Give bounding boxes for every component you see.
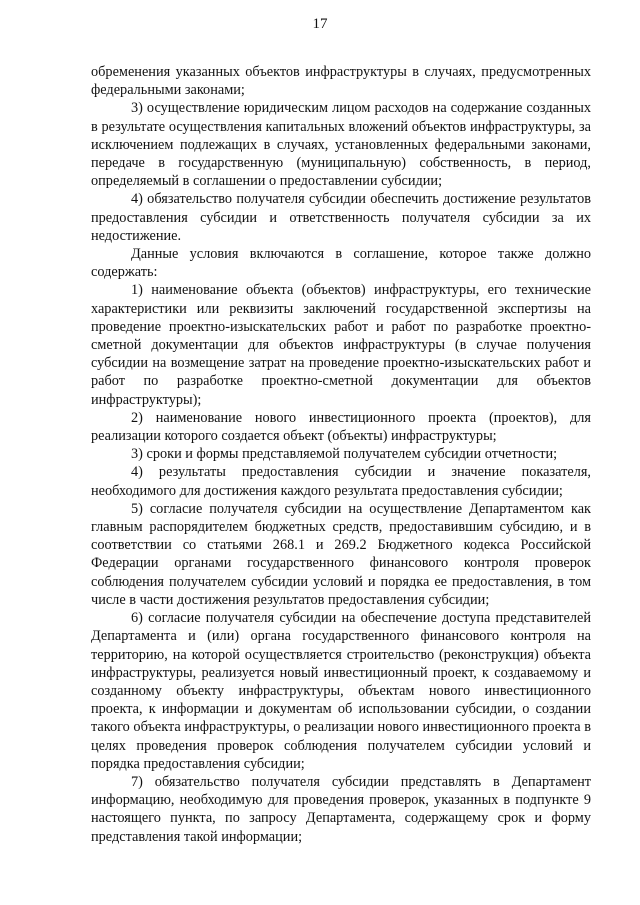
paragraph: 2) наименование нового инвестиционного проекта (проектов), для реализации которого создается объект (объекты) инфраструктуры; <box>91 409 591 445</box>
paragraph: 3) осуществление юридическим лицом расходов на содержание созданных в результате осуществления капитальных вложений объектов инфраструктуры, за исключением подлежащих в случаях, установленных федеральными законами, передаче в государственную (муниципальную) собственность, в период, определяемый в соглашении о предоставлении субсидии; <box>91 100 591 190</box>
paragraph: 4) результаты предоставления субсидии и значение показателя, необходимого для достижения каждого результата предоставления субсидии; <box>91 464 591 499</box>
paragraph: 6) согласие получателя субсидии на обеспечение доступа представителей Департамента и (или) органа государственного финансового контроля на территорию, на которой осуществляется строительство (реконструкция) объекта инфраструктуры, реализуется новый инвестиционный проект, к создаваемому и созданному объекту инфраструктуры, объектам нового инвестиционного проекта, к информации и документам об использовании субсидии, о создании такого объекта инфраструктуры, о реализации нового инвестиционного проекта в целях проведения проверок соблюдения получателем субсидии условий и порядка предоставления субсидии; <box>91 610 591 772</box>
page-number: 17 <box>312 16 328 32</box>
document-body <box>91 63 591 846</box>
paragraph: 1) наименование объекта (объектов) инфраструктуры, его технические характеристики или реквизиты заключений государственной экспертизы на проведение проектно-изыскательских работ и работ по разработке проектно-сметной документации для объектов инфраструктуры (в случае получения субсидии на возмещение затрат на проведение проектно-изыскательских работ и работ по разработке проектно-сметной документации для объектов инфраструктуры); <box>91 282 591 408</box>
paragraph: 3) сроки и формы представляемой получателем субсидии отчетности; <box>131 446 558 463</box>
paragraph: 5) согласие получателя субсидии на осуществление Департаментом как главным распорядителем бюджетных средств, предоставившим субсидию, и в соответствии со статьями 268.1 и 269.2 Бюджетного кодекса Российской Федерации органами государственного финансового контроля проверок соблюдения получателем субсидии условий и порядка ее предоставления, в том числе в части достижения результатов предоставления субсидии; <box>91 500 591 608</box>
paragraph: 4) обязательство получателя субсидии обеспечить достижение результатов предоставления субсидии и ответственность получателя субсидии за их недостижение. <box>91 191 591 244</box>
paragraph: 7) обязательство получателя субсидии представлять в Департамент информацию, необходимую для проведения проверок, указанных в подпункте 9 настоящего пункта, по запросу Департамента, содержащему срок и форму представления такой информации; <box>91 773 591 845</box>
paragraph: Данные условия включаются в соглашение, которое также должно содержать: <box>91 246 591 281</box>
paragraph: обременения указанных объектов инфраструктуры в случаях, предусмотренных федеральными законами; <box>91 64 591 99</box>
